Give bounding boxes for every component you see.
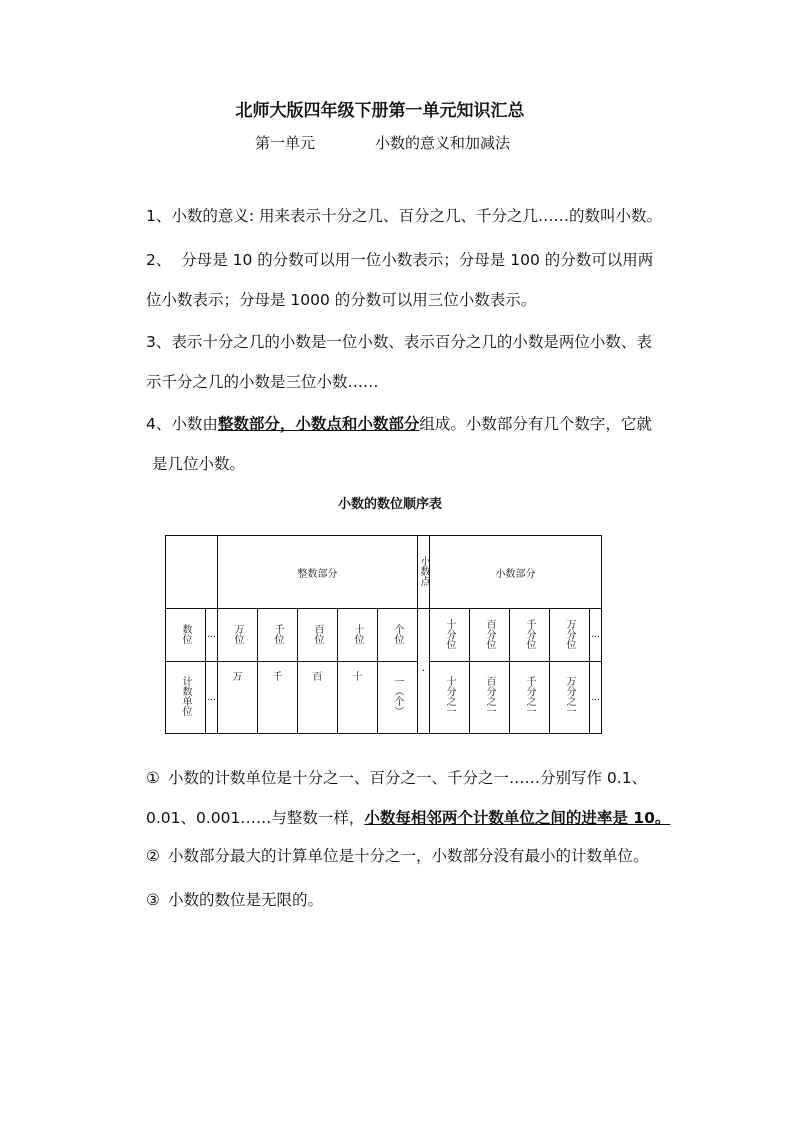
note-1 [146, 758, 706, 838]
point-3 [146, 322, 686, 402]
unit-label: 第一单元 [255, 134, 316, 152]
decimal-point-header [418, 536, 430, 609]
unit-heading [255, 132, 510, 153]
cell-unit: 千 [258, 662, 298, 734]
note-1-line-2: 0.01、0.001……与整数一样，小数每相邻两个计数单位之间的进率是 10。 [146, 809, 671, 827]
point-4-suffix: 组成。小数部分有几个数字，它就 [419, 415, 652, 433]
point-2-line-1: 2、 分母是 10 的分数可以用一位小数表示；分母是 100 的分数可以用两 [146, 251, 654, 269]
cell-unit: 一（个） [378, 662, 418, 734]
ellipsis-right: … [590, 662, 602, 734]
ellipsis-right: … [590, 609, 602, 662]
place-value-table-title: 小数的数位顺序表 [337, 497, 442, 512]
cell-unit: 万 [218, 662, 258, 734]
ellipsis-left: … [206, 609, 218, 662]
cell-place: 十位 [338, 609, 378, 662]
note-2: ② 小数部分最大的计算单位是十分之一，小数部分没有最小的计数单位。 [146, 836, 706, 876]
note-1-emphasis: 小数每相邻两个计数单位之间的进率是 10。 [364, 809, 671, 827]
ellipsis-left: … [206, 662, 218, 734]
cell-place: 万分位 [550, 609, 590, 662]
cell-unit: 百分之一 [470, 662, 510, 734]
point-3-line-1: 3、表示十分之几的小数是一位小数、表示百分之几的小数是两位小数、表 [146, 333, 652, 351]
table-corner-cell [166, 536, 218, 609]
cell-unit: 万分之一 [550, 662, 590, 734]
note-2-marker: ② [146, 847, 160, 865]
point-2 [146, 240, 686, 320]
cell-place: 千分位 [510, 609, 550, 662]
note-1-line-1: ① 小数的计数单位是十分之一、百分之一、千分之一……分别写作 0.1、 [146, 758, 706, 798]
point-4-line-2: 是几位小数。 [152, 455, 246, 473]
note-1-marker: ① [146, 769, 160, 787]
cell-place: 百位 [298, 609, 338, 662]
cell-place: 百分位 [470, 609, 510, 662]
point-4-line-1 [146, 404, 686, 444]
decimal-part-header: 小数部分 [430, 536, 602, 609]
table-row-units [166, 662, 602, 734]
cell-unit: 千分之一 [510, 662, 550, 734]
point-4 [146, 404, 686, 484]
cell-place: 万位 [218, 609, 258, 662]
integer-part-header: 整数部分 [218, 536, 418, 609]
note-3-marker: ③ [146, 891, 160, 909]
point-4-prefix: 4、小数由 [146, 415, 218, 433]
point-1: 1、小数的意义: 用来表示十分之几、百分之几、千分之几……的数叫小数。 [146, 207, 663, 225]
table-header-row [166, 536, 602, 609]
cell-unit: 百 [298, 662, 338, 734]
cell-unit: 十 [338, 662, 378, 734]
place-value-table [165, 535, 602, 734]
table-row-places [166, 609, 602, 662]
cell-place: 千位 [258, 609, 298, 662]
decimal-point-label: 小数点 [418, 555, 429, 586]
document-title: 北师大版四年级下册第一单元知识汇总 [235, 101, 525, 121]
point-2-line-2: 位小数表示；分母是 1000 的分数可以用三位小数表示。 [146, 291, 537, 309]
cell-place: 十分位 [430, 609, 470, 662]
note-3: ③ 小数的数位是无限的。 [146, 880, 706, 920]
point-4-emphasis: 整数部分，小数点和小数部分 [217, 415, 420, 433]
point-3-line-2: 示千分之几的小数是三位小数…… [146, 373, 379, 391]
unit-topic: 小数的意义和加减法 [375, 134, 511, 152]
cell-place: 个位 [378, 609, 418, 662]
decimal-point-cell: · [418, 609, 430, 734]
cell-unit: 十分之一 [430, 662, 470, 734]
row-label-place: 数位 [166, 609, 206, 662]
row-label-unit: 计数单位 [166, 662, 206, 734]
